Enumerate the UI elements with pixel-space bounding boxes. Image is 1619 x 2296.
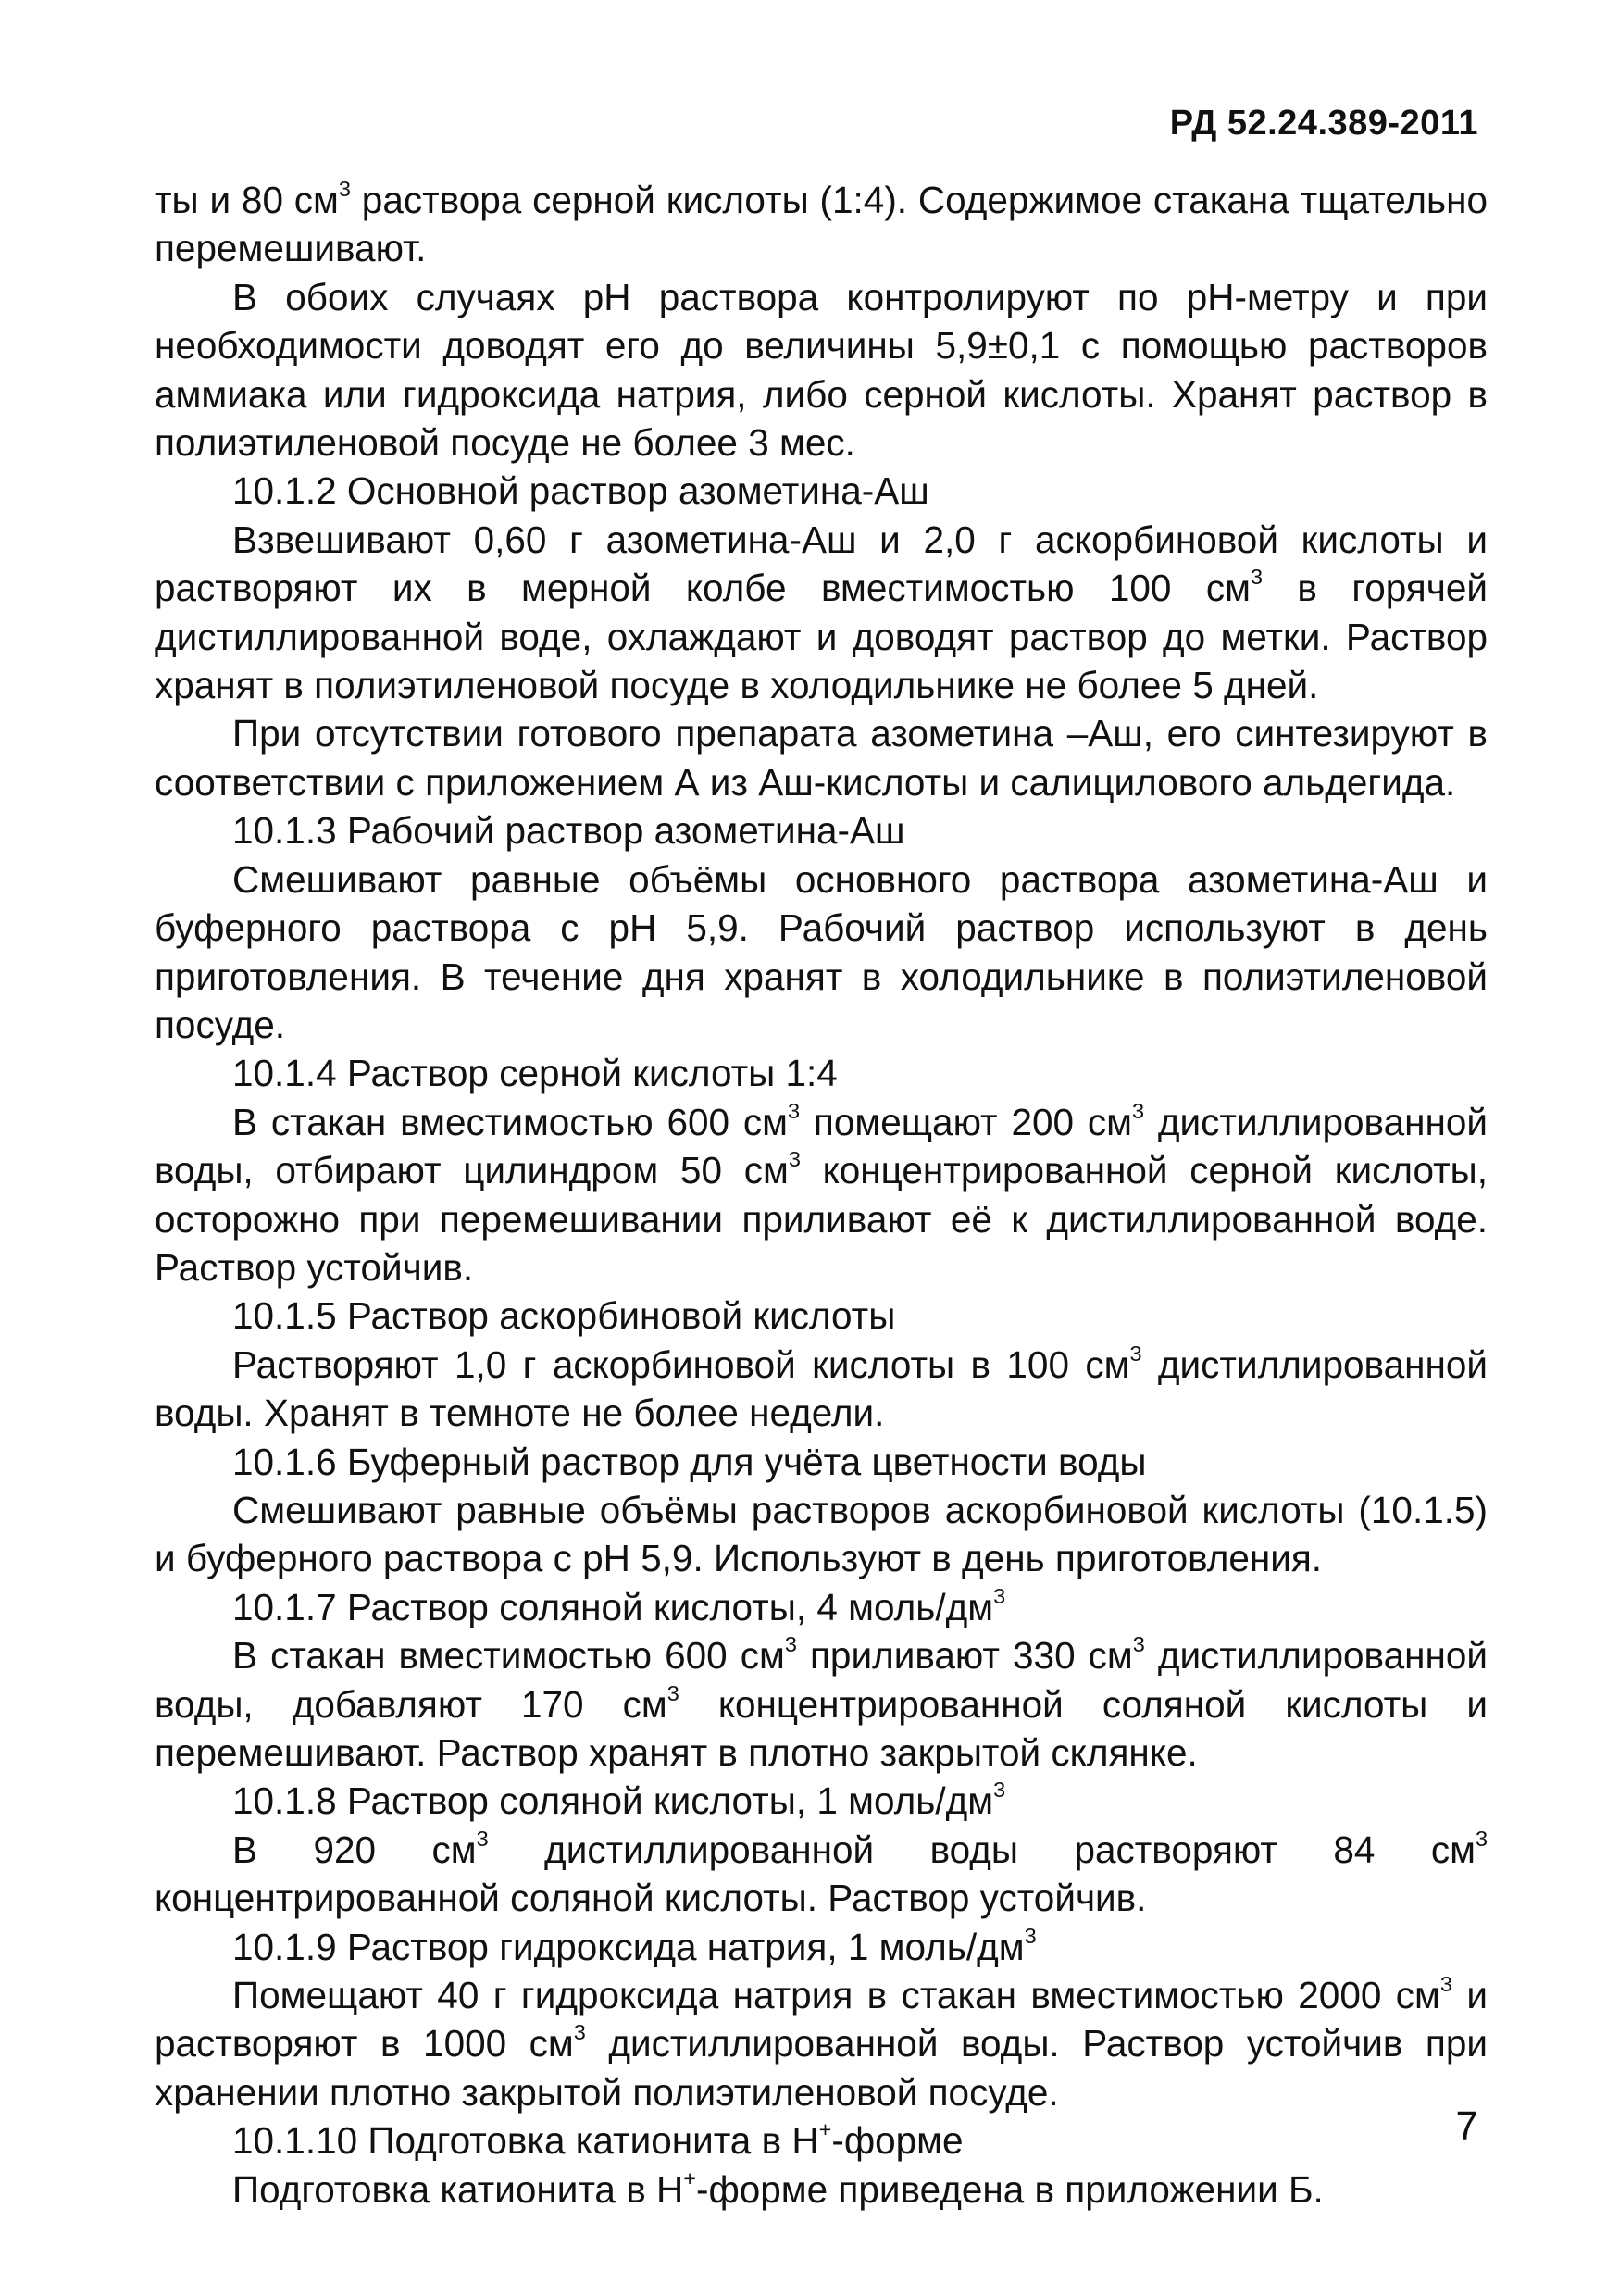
section-heading — [155, 1777, 1488, 1825]
text-run: дистиллированной воды. Раствор устойчив при хранении плотно закрытой полиэтиленовой посуде. — [155, 2022, 1488, 2114]
text-run: в горячей дистиллированной воде, охлаждают и доводят раствор до метки. Раствор хранят в полиэтиленовой посуде в холодильнике не более 5 дней. — [155, 567, 1488, 707]
superscript: 3 — [1132, 1098, 1145, 1123]
text-run: В 920 см — [232, 1828, 477, 1871]
section-heading — [155, 1292, 1488, 1340]
paragraph — [155, 1341, 1488, 1438]
superscript: 3 — [1129, 1341, 1142, 1366]
text-run: приливают 330 см — [796, 1634, 1133, 1678]
superscript: 3 — [787, 1098, 801, 1123]
text-run: концентрированной соляной кислоты. Раствор устойчив. — [155, 1877, 1147, 1920]
paragraph — [155, 1971, 1488, 2116]
superscript: 3 — [573, 2020, 586, 2045]
section-heading — [155, 2116, 1488, 2165]
text-run: дистиллированной воды, добавляют 170 см — [155, 1634, 1488, 1726]
text-run: раствора серной кислоты (1:4). Содержимое стакана тщательно перемешивают. — [155, 179, 1488, 270]
text-run: В стакан вместимостью 600 см — [232, 1100, 788, 1143]
text-run: 10.1.6 Буферный раствор для учёта цветности воды — [232, 1440, 1147, 1483]
paragraph — [155, 273, 1488, 468]
superscript: 3 — [788, 1147, 801, 1172]
text-run: Взвешивают 0,60 г азометина-Аш и 2,0 г аскорбиновой кислоты и растворяют их в мерной колбе вместимостью 100 см — [155, 518, 1488, 610]
text-run: и растворяют в 1000 см — [155, 1974, 1488, 2065]
text-run: Подготовка катионита в H — [232, 2167, 684, 2211]
text-run: Помещают 40 г гидроксида натрия в стакан вместимостью 2000 см — [232, 1974, 1440, 2017]
text-run: 10.1.9 Раствор гидроксида натрия, 1 моль/дм — [232, 1925, 1025, 1968]
section-heading — [155, 1438, 1488, 1486]
superscript: 3 — [993, 1583, 1006, 1608]
text-run: дистиллированной воды. Хранят в темноте не более недели. — [155, 1342, 1488, 1435]
superscript: + — [818, 2117, 832, 2142]
superscript: 3 — [666, 1680, 679, 1705]
text-run: Смешивают равные объёмы растворов аскорбиновой кислоты (10.1.5) и буферного раствора с pH 5,9. Используют в день приготовления. — [155, 1488, 1488, 1580]
text-run: дистиллированной воды растворяют 84 см — [488, 1828, 1476, 1871]
paragraph — [155, 1098, 1488, 1292]
text-run: 10.1.2 Основной раствор азометина-Аш — [232, 469, 929, 513]
text-run: помещают 200 см — [800, 1100, 1132, 1143]
paragraph — [155, 516, 1488, 710]
section-heading — [155, 806, 1488, 855]
superscript: + — [683, 2165, 696, 2190]
text-run: концентрированной серной кислоты, осторожно при перемешивании приливают её к дистиллированной воде. Раствор устойчив. — [155, 1149, 1488, 1289]
text-run: -форме приведена в приложении Б. — [695, 2167, 1324, 2211]
text-run: При отсутствии готового препарата азометина –Аш, его синтезируют в соответствии с приложением А из Аш-кислоты и салицилового альдегида. — [155, 712, 1488, 804]
page-number: 7 — [1455, 2103, 1478, 2149]
superscript: 3 — [1024, 1923, 1037, 1948]
paragraph — [155, 1826, 1488, 1923]
text-run: 10.1.10 Подготовка катионита в H — [232, 2119, 819, 2163]
superscript: 3 — [338, 176, 351, 201]
text-run: 10.1.5 Раствор аскорбиновой кислоты — [232, 1294, 896, 1338]
text-run: концентрированной соляной кислоты и перемешивают. Раствор хранят в плотно закрытой склянке. — [155, 1682, 1488, 1774]
section-heading — [155, 467, 1488, 515]
superscript: 3 — [1132, 1632, 1145, 1657]
paragraph — [155, 855, 1488, 1050]
paragraph — [155, 709, 1488, 806]
paragraph — [155, 176, 1488, 273]
text-run: 10.1.3 Рабочий раствор азометина-Аш — [232, 809, 905, 853]
paragraph — [155, 2165, 1488, 2214]
paragraph — [155, 1486, 1488, 1583]
text-run: дистиллированной воды, отбирают цилиндром 50 см — [155, 1100, 1488, 1192]
page-body-text — [155, 176, 1488, 2214]
section-heading — [155, 1923, 1488, 1971]
superscript: 3 — [476, 1826, 489, 1851]
text-run: Растворяют 1,0 г аскорбиновой кислоты в 100 см — [232, 1342, 1130, 1386]
superscript: 3 — [1475, 1826, 1488, 1851]
text-run: 10.1.8 Раствор соляной кислоты, 1 моль/дм — [232, 1779, 994, 1823]
section-heading — [155, 1583, 1488, 1631]
superscript: 3 — [1250, 565, 1263, 590]
text-run: -форме — [831, 2119, 964, 2163]
superscript: 3 — [993, 1778, 1006, 1803]
text-run: 10.1.7 Раствор соляной кислоты, 4 моль/дм — [232, 1585, 994, 1628]
document-code-header: РД 52.24.389-2011 — [1169, 104, 1478, 143]
paragraph — [155, 1631, 1488, 1777]
text-run: Смешивают равные объёмы основного раствора азометина-Аш и буферного раствора с pH 5,9. Рабочий раствор используют в день приготовления. В течение дня хранят в холодильнике в полиэтиленовой посуде. — [155, 857, 1488, 1046]
text-run: В стакан вместимостью 600 см — [232, 1634, 785, 1678]
text-run: 10.1.4 Раствор серной кислоты 1:4 — [232, 1052, 838, 1095]
text-run: В обоих случаях pH раствора контролируют по pH-метру и при необходимости доводят его до величины 5,9±0,1 с помощью растворов аммиака или гидроксида натрия, либо серной кислоты. Хранят раствор в полиэтиленовой посуде не более 3 мес. — [155, 275, 1488, 465]
superscript: 3 — [1439, 1972, 1452, 1997]
superscript: 3 — [784, 1632, 797, 1657]
text-run: ты и 80 см — [155, 179, 339, 221]
section-heading — [155, 1049, 1488, 1097]
